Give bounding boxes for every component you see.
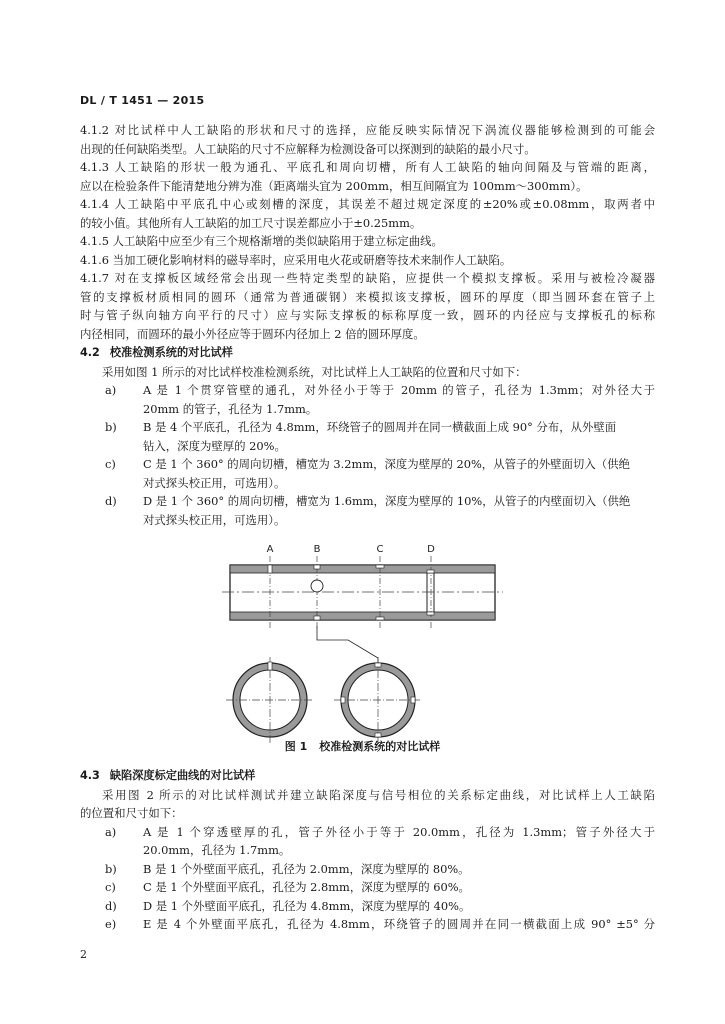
list-label: d) (105, 898, 117, 913)
list-label: d) (105, 494, 117, 508)
item-4-2-a (80, 381, 655, 400)
section-4-3-title: 缺陷深度标定曲线的对比试样 (109, 769, 256, 782)
item-4-2-d (80, 492, 655, 511)
figure-1-title: 校准检测系统的对比试样 (319, 740, 441, 753)
section-4-3-number: 4.3 (80, 769, 100, 782)
defect-c-groove-top (376, 565, 384, 568)
list-text: C 是 1 个外壁面平底孔，孔径为 2.8mm，深度为壁厚的 60%。 (143, 880, 470, 894)
item-4-2-c-cont: 对式探头校正用，可选用）。 (143, 475, 286, 490)
clause-4-1-7-line-4: 内径相同，而圆环的最小外径应等于圆环内径加上 2 倍的圆环厚度。 (80, 326, 425, 341)
defect-d-groove-bottom (427, 612, 434, 615)
figure-1-drawing (218, 540, 508, 760)
section-4-3 (80, 767, 655, 934)
list-text: D 是 1 个外壁面平底孔，孔径为 4.8mm，深度为壁厚的 40%。 (143, 898, 471, 913)
list-label: e) (105, 917, 117, 931)
list-label: a) (105, 824, 117, 839)
item-4-2-b-cont: 钻入，深度为壁厚的 20%。 (143, 438, 286, 453)
figure-1-number: 图 1 (284, 740, 308, 753)
clause-4-1-7-line-2: 管的支撑板材质相同的圆环（通常为普通碳钢）来模拟该支撑板，圆环的厚度（即当圆环套在管子上 (80, 289, 655, 304)
section-b-flat-s (375, 733, 381, 737)
section-4-2-heading (80, 344, 655, 363)
item-4-3-d (80, 897, 655, 916)
section-4-2 (80, 344, 655, 529)
section-b-flat-w (341, 697, 345, 703)
clause-4-1-2-line-1: 4.1.2 对比试样中人工缺陷的形状和尺寸的选择，应能反映实际情况下涡流仪器能够检测到的可能会 (80, 123, 655, 137)
clauses-4-1 (80, 121, 655, 343)
standard-header: DL / T 1451 — 2015 (80, 94, 205, 107)
section-b-flat-e (411, 697, 415, 703)
item-4-3-e (80, 915, 655, 934)
label-b: B (313, 544, 321, 555)
list-text: E 是 4 个外壁面平底孔，孔径为 4.8mm，环绕管子的圆周并在同一横截面上成 90° ±5° 分 (143, 917, 655, 931)
defect-b-flat-top (314, 565, 320, 569)
section-4-2-title: 校准检测系统的对比试样 (109, 346, 233, 359)
page-number: 2 (80, 948, 87, 961)
item-4-3-c (80, 878, 655, 897)
section-a-hole (268, 662, 272, 670)
defect-b-flat-bottom (314, 616, 320, 620)
label-c: C (376, 544, 384, 555)
clause-4-1-3-line-2: 应以在检验条件下能清楚地分辨为准（距离端头宜为 200mm，相互间隔宜为 100mm～300mm）。 (80, 178, 588, 193)
clause-4-1-4-line-1: 4.1.4 人工缺陷中平底孔中心或刻槽的深度，其误差不超过规定深度的±20%或±0.08mm，取两者中 (80, 197, 655, 211)
list-text: A 是 1 个贯穿管壁的通孔，对外径小于等于 20mm 的管子，孔径为 1.3mm；对外径大于 (143, 383, 655, 397)
section-4-2-intro: 采用如图 1 所示的对比试样校准检测系统，对比试样上人工缺陷的位置和尺寸如下： (102, 364, 527, 379)
clause-4-1-3-line-1: 4.1.3 人工缺陷的形状一般为通孔、平底孔和周向切槽，所有人工缺陷的轴向间隔及与管端的距离， (80, 160, 655, 174)
list-text: A 是 1 个穿透壁厚的孔，管子外径小于等于 20.0mm，孔径为 1.3mm；管子外径大于 (143, 824, 655, 839)
list-label: b) (105, 420, 117, 434)
clause-4-1-2-line-2: 出现的任何缺陷类型。人工缺陷的尺寸不应解释为检测设备可以探测到的缺陷的最小尺寸。 (80, 141, 536, 156)
item-4-2-c (80, 455, 655, 474)
item-4-3-b (80, 860, 655, 879)
item-4-2-b (80, 418, 655, 437)
list-label: b) (105, 861, 117, 876)
item-4-2-a-cont: 20mm 的管子，孔径为 1.7mm。 (143, 401, 318, 416)
list-text: D 是 1 个 360° 的周向切槽，槽宽为 1.6mm，深度为壁厚的 10%，从管子的内壁面切入（供绝 (143, 494, 631, 508)
item-4-3-a (80, 823, 655, 842)
defect-b-hole (311, 580, 323, 592)
clause-4-1-4-line-2: 的较小值。其他所有人工缺陷的加工尺寸误差都应小于±0.25mm。 (80, 215, 422, 230)
label-a: A (266, 544, 274, 555)
section-b-flat-n (375, 663, 381, 667)
cross-section-a (226, 657, 314, 743)
defect-a-hole (268, 565, 272, 573)
leader-line (317, 626, 378, 666)
list-label: c) (105, 880, 116, 894)
cross-section-b (334, 657, 422, 743)
clause-4-1-7-line-3: 时与管子纵向轴方向平行的尺寸）应与实际支撑板的标称厚度一致，圆环的内径应与支撑板孔的标称 (80, 308, 655, 322)
clause-4-1-7-line-1: 4.1.7 对在支撑板区域经常会出现一些特定类型的缺陷，应提供一个模拟支撑板。采用与被检冷凝器 (80, 271, 655, 285)
section-4-3-intro-line-2: 的位置和尺寸如下： (80, 806, 183, 820)
clause-4-1-6: 4.1.6 当加工硬化影响材料的磁导率时，应采用电火花或研磨等技术来制作人工缺陷。 (80, 252, 512, 267)
list-text: B 是 1 个外壁面平底孔，孔径为 2.0mm，深度为壁厚的 80%。 (143, 861, 470, 876)
defect-c-groove-bottom (376, 617, 384, 620)
item-4-3-a-cont: 20.0mm，孔径为 1.7mm。 (143, 843, 291, 857)
section-4-3-intro-line-1: 采用图 2 所示的对比试样测试并建立缺陷深度与信号相位的关系标定曲线，对比试样上人工缺陷 (102, 787, 655, 802)
label-d: D (427, 544, 435, 555)
defect-d-groove-top (427, 570, 434, 573)
list-label: a) (105, 383, 117, 397)
clause-4-1-5: 4.1.5 人工缺陷中应至少有三个规格渐增的类似缺陷用于建立标定曲线。 (80, 234, 443, 248)
item-4-2-d-cont: 对式探头校正用，可选用）。 (143, 512, 286, 527)
list-label: c) (105, 457, 116, 471)
list-text: C 是 1 个 360° 的周向切槽，槽宽为 3.2mm，深度为壁厚的 20%，从管子的外壁面切入（供绝 (143, 457, 630, 471)
figure-1-caption (0, 738, 725, 754)
section-4-2-number: 4.2 (80, 346, 100, 359)
section-4-3-heading (80, 767, 655, 786)
list-text: B 是 4 个平底孔，孔径为 4.8mm，环绕管子的圆周并在同一横截面上成 90° 分布，从外壁面 (143, 420, 617, 434)
